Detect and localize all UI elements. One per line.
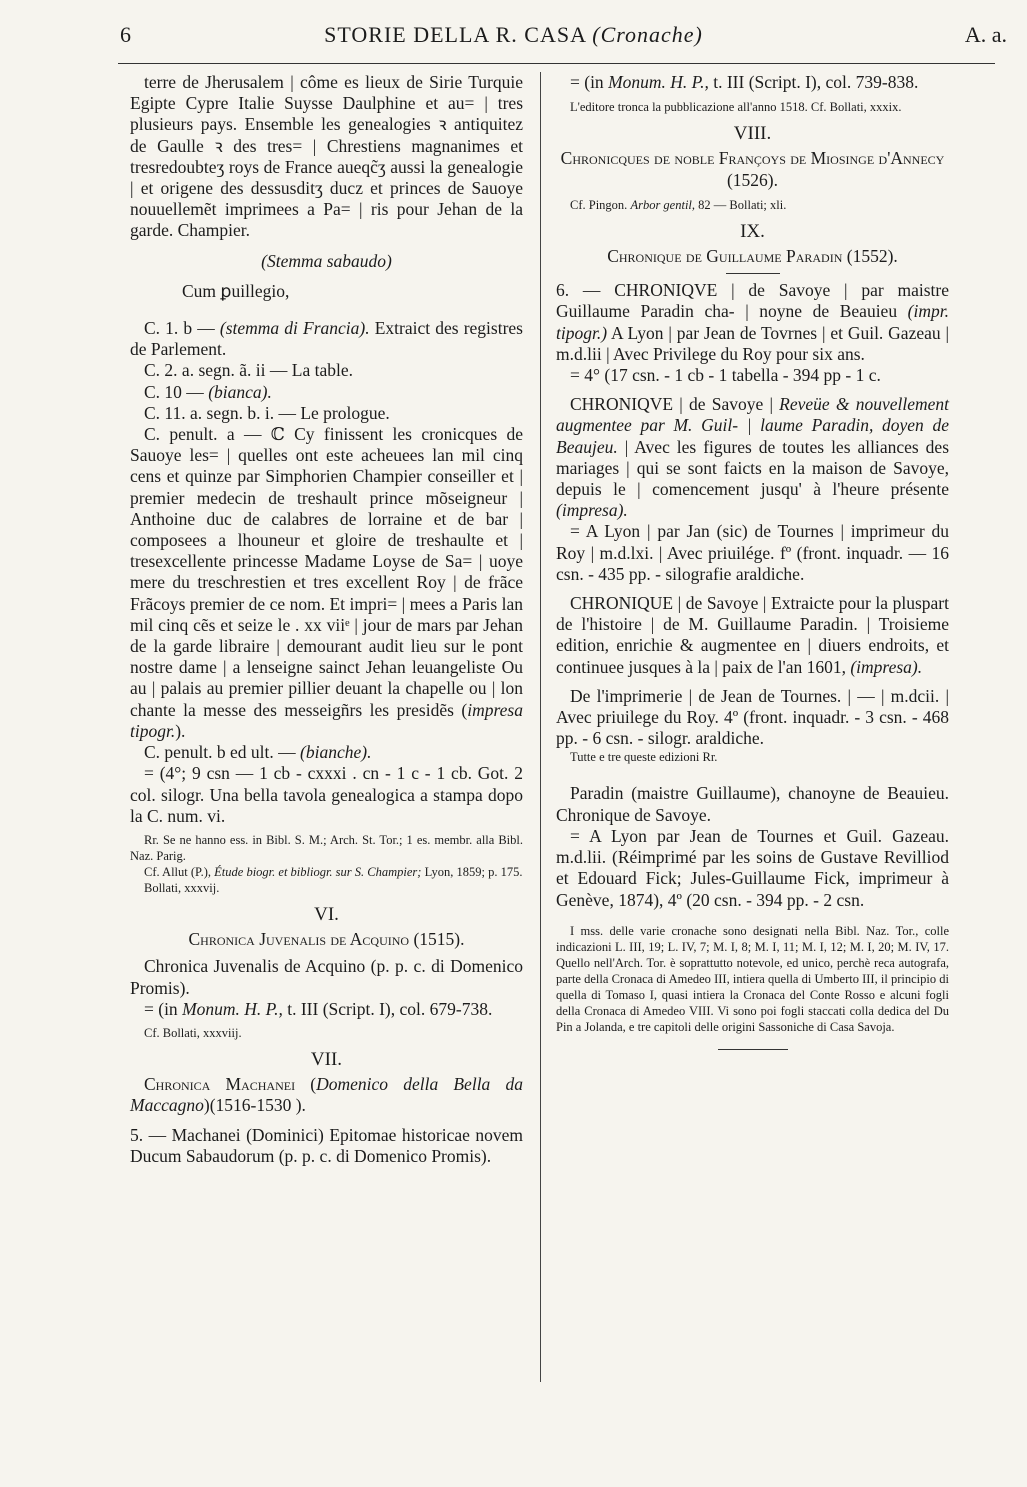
section-number-6: VI. xyxy=(314,903,339,925)
running-title-main: STORIE DELLA R. CASA xyxy=(324,22,586,47)
edition-1602: CHRONIQUE | de Savoye | Extraicte pour la pluspart de l'histoire | de M. Guillaume Paradin. | Troisieme edition, enrichie & augmentee en | diuers endroits, et continuee jusques à la | paix de l'an 1601, (impresa). xyxy=(556,593,949,677)
header-rule xyxy=(118,63,995,64)
privilegio-line: Cum ꝑuillegio, xyxy=(182,280,290,301)
page-header xyxy=(0,22,1027,52)
paradin-entry: Paradin (maistre Guillaume), chanoyne de Beauieu. Chronique de Savoye. xyxy=(556,783,949,825)
section-8-heading: Chronicques de noble Françoys de Miosinge d'Annecy (1526). xyxy=(560,148,945,190)
collation-last: C. penult. b ed ult. — (bianche). xyxy=(144,742,372,763)
section-8-cf: Cf. Pingon. Arbor gentil, 82 — Bollati; xli. xyxy=(570,197,787,212)
edition-1561: CHRONIQVE | de Savoye | Reveüe & nouvellement augmentee par M. Guil- | laume Paradin, doyen de Beaujeu. | Avec les figures de toutes les alliances des mariages | qui se sont faicts en la maison de Savoye, depuis le | comencement jusqu' à l'heure présente (impresa). xyxy=(556,394,949,521)
edition-1602-description: De l'imprimerie | de Jean de Tournes. | — | m.dcii. | Avec priuilege du Roy. 4º (front. inquadr. - 3 csn. - 468 pp. - 6 csn. - silogr. araldiche. xyxy=(556,685,949,749)
reference-bollati: Bollati, xxxvij. xyxy=(144,880,220,895)
reference-allut: Cf. Allut (P.), Étude biogr. et bibliogr. sur S. Champier; Lyon, 1859; p. 175. xyxy=(144,864,523,879)
editions-note: Tutte e tre queste edizioni Rr. xyxy=(570,750,718,765)
physical-description: = (4°; 9 csn — 1 cb - cxxxi . cn - 1 c - 1 cb. Got. 2 col. silogr. Una bella tavola genealogica a stampa dopo la C. num. vi. xyxy=(130,763,523,826)
footnote: I mss. delle varie cronache sono designati nella Bibl. Naz. Tor., colle indicazioni L. III, 19; L. IV, 7; M. I, 8; M. I, 11; M. I, 12; M. I, 20; M. IV, 17. Quello nell'Arch. Tor. è soprattutto notevole, ed unico, perchè reca autografa, parte della Cronaca di Amedeo III, intiera quella di Umberto III, il principio di quella di Tomaso I, quasi intiera la Cronaca del Conte Rosso e alcuni fogli della Cronaca di Amedeo VIII. Vi sono poi fogli staccati colla dedica del Du Pin a Jolanda, e tre capitoli delle origini Sassoniche di Casa Savoja. xyxy=(556,923,949,1034)
holdings-note: Rr. Se ne hanno ess. in Bibl. S. M.; Arch. St. Tor.; 1 es. membr. alla Bibl. Naz. Parig. xyxy=(130,832,523,863)
end-rule xyxy=(718,1049,788,1050)
left-column xyxy=(130,72,523,1167)
section-7-heading: Chronica Machanei (Domenico della Bella da Maccagno)(1516-1530 ). xyxy=(130,1074,523,1116)
column-divider xyxy=(540,72,541,1382)
paradin-description: = A Lyon par Jean de Tournes et Guil. Gazeau. m.d.lii. (Réimprimé par les soins de Gustave Revilliod et Edouard Fick; Jules-Guillaume Fick, imprimeur à Genève, 1874), 4º (20 csn. - 394 pp. - 2 csn. xyxy=(556,825,949,910)
section-9-rule xyxy=(726,273,780,274)
section-6-cf: Cf. Bollati, xxxviij. xyxy=(144,1025,242,1040)
section-number-9: IX. xyxy=(740,220,765,242)
right-column xyxy=(556,72,949,1056)
section-9-heading: Chronique de Guillaume Paradin (1552). xyxy=(607,246,898,267)
collation-c10: C. 10 — (bianca). xyxy=(144,381,272,402)
section-6-reference: = (in Monum. H. P., t. III (Script. I), col. 679-738. xyxy=(144,998,493,1019)
entry-5: 5. — Machanei (Dominici) Epitomae historicae novem Ducum Sabaudorum (p. p. c. di Domenico Promis). xyxy=(130,1124,523,1166)
page-number: 6 xyxy=(120,22,131,47)
section-number-7: VII. xyxy=(310,1048,343,1070)
section-number-8: VIII. xyxy=(733,123,772,145)
section-7-reference: = (in Monum. H. P., t. III (Script. I), col. 739-838. xyxy=(570,72,919,92)
collation-c2: C. 2. a. segn. ã. ii — La table. xyxy=(144,360,353,381)
title-transcription: terre de Jherusalem | côme es lieux de Sirie Turquie Egipte Cypre Italie Suysse Daulphine et au= | tres plusieurs pays. Ensemble les genealogies ꝛ antiquitez de Gaulle ꝛ des tres= | Chrestiens magnanimes et tresredoubteʒ roys de France aueqc̃ʒ aussi la genealogie | et origene des dessusditʒ ducz et princes de Sauoye nouuellemẽt imprimees a Pa= | ris pour Jehan de la garde. Champier. xyxy=(130,72,523,241)
entry-6-description: = 4° (17 csn. - 1 cb - 1 tabella - 394 pp - 1 c. xyxy=(570,365,881,386)
section-6-heading: Chronica Juvenalis de Acquino (1515). xyxy=(188,929,465,950)
section-6-entry: Chronica Juvenalis de Acquino (p. p. c. di Domenico Promis). xyxy=(130,956,523,998)
collation-c11: C. 11. a. segn. b. i. — Le prologue. xyxy=(144,402,390,423)
running-title xyxy=(0,22,1027,48)
header-right: A. a. xyxy=(964,22,1007,47)
collation-c1: C. 1. b — (stemma di Francia). Extraict des registres de Parlement. xyxy=(130,318,523,360)
colophon: C. penult. a — ℂ Cy finissent les cronicques de Sauoye les= | quelles ont este acheuees lan mil cinq cens et quinze par Simphorien Champier conseiller et | premier medecin de treshault prince mõseigneur | Anthoine duc de calabres de lorraine et de bar | composees a lhouneur et gloire de treshaulte et | tresexcellente princesse Madame Loyse de Sa= | uoye mere du treschrestien et tres excellent Roy | de frãce Frãcoys premier de ce nom. Et impri= | mees a Paris lan mil cinq cẽs et seize le . xx viiᵉ | jour de mars par Jehan de la garde libraire | demourant audit lieu sur le pont nostre dame | a lenseigne sainct Jehan leuangeliste Ou au | palais au premier pillier deuant la chapelle ou | lon chante la messe des messeigñrs les presidẽs (impresa tipogr.). xyxy=(130,424,523,741)
section-7-editor-note: L'editore tronca la pubblicazione all'anno 1518. Cf. Bollati, xxxix. xyxy=(570,100,902,115)
entry-6: 6. — CHRONIQVE | de Savoye | par maistre Guillaume Paradin cha- | noyne de Beauieu (impr. tipogr.) A Lyon | par Jean de Tovrnes | et Guil. Gazeau | m.d.lii | Avec Privilege du Roy pour six ans. xyxy=(556,280,949,364)
edition-1561-description: = A Lyon | par Jan (sic) de Tournes | imprimeur du Roy | m.d.lxi. | Avec priuilége. fº (front. inquadr. — 16 csn. - 435 pp. - silografie araldiche. xyxy=(556,521,949,584)
running-title-italic: (Cronache) xyxy=(592,22,703,47)
stemma-note: (Stemma sabaudo) xyxy=(261,250,392,271)
